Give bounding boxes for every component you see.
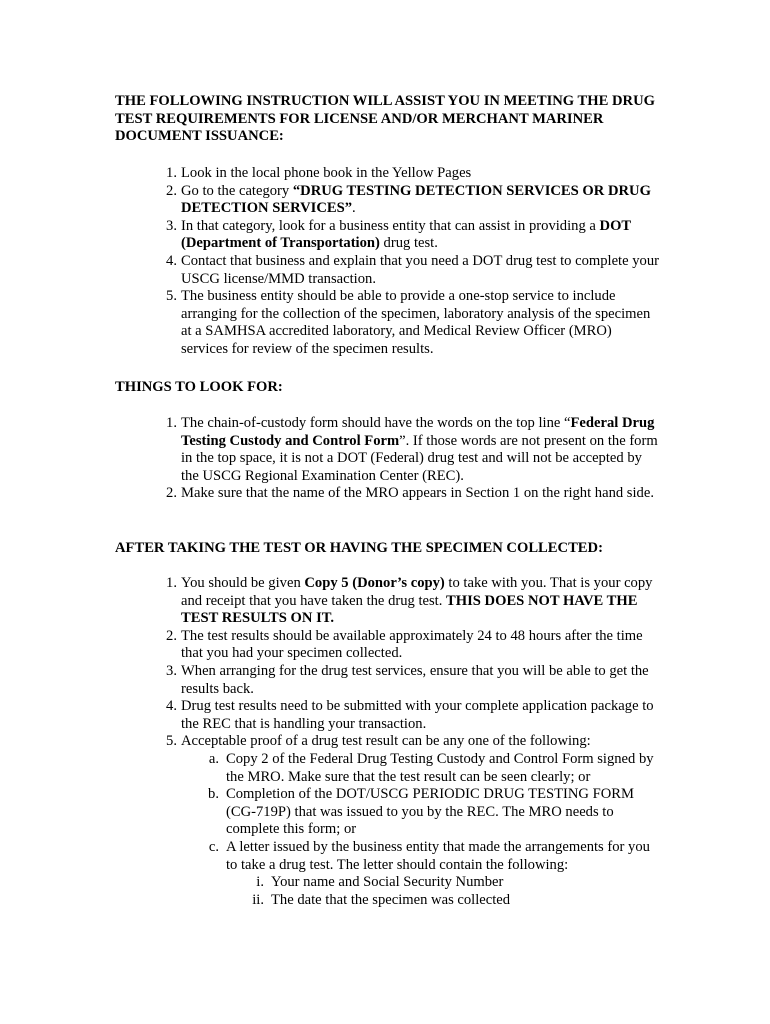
list-item <box>115 698 660 733</box>
item-number: 1. <box>166 415 177 431</box>
item-text: Drug test results need to be submitted with your complete application package to the REC that is handling your transaction. <box>181 698 654 732</box>
item-text: When arranging for the drug test services, ensure that you will be able to get the results back. <box>181 662 649 697</box>
item-text: Completion of the DOT/USCG PERIODIC DRUG TESTING FORM (CG-719P) that was issued to you by the REC. The MRO needs to complete this form; or <box>226 786 634 838</box>
list-item <box>115 663 660 698</box>
instructions-list <box>115 165 660 359</box>
page-heading: THE FOLLOWING INSTRUCTION WILL ASSIST YOU IN MEETING THE DRUG TEST REQUIREMENTS FOR LICENSE AND/OR MERCHANT MARINER DOCUMENT ISSUANCE: <box>115 93 655 145</box>
list-item <box>226 892 660 910</box>
item-text: Your name and Social Security Number <box>271 874 504 891</box>
item-text: drug test. <box>379 235 438 252</box>
list-item <box>181 839 660 909</box>
item-letter: c. <box>208 838 219 855</box>
item-text: The date that the specimen was collected <box>271 891 511 908</box>
item-letter: a. <box>208 750 219 767</box>
after-list <box>115 575 660 909</box>
item-text: Contact that business and explain that you need a DOT drug test to complete your USCG license/MMD transaction. <box>181 252 659 287</box>
item-number: 2. <box>166 182 177 199</box>
item-text: A letter issued by the business entity that made the arrangements for you to take a drug test. The letter should contain the following: <box>226 838 650 873</box>
item-bold-text: THIS DOES NOT HAVE THE TEST RESULTS ON IT. <box>181 592 638 627</box>
item-text: Go to the category <box>181 182 293 199</box>
list-item <box>115 165 660 183</box>
item-bold-text: “DRUG TESTING DETECTION SERVICES OR DRUG DETECTION SERVICES” <box>181 182 651 217</box>
item-number: 4. <box>166 252 177 269</box>
list-item <box>115 218 660 253</box>
things-list <box>115 415 660 503</box>
list-item <box>115 628 660 663</box>
list-item <box>115 288 660 358</box>
list-item <box>115 575 660 628</box>
list-item <box>115 733 660 909</box>
item-text: Copy 2 of the Federal Drug Testing Custody and Control Form signed by the MRO. Make sure that the test result can be seen clearly; or <box>226 750 654 785</box>
list-item <box>115 415 660 485</box>
item-number: 2. <box>166 627 177 644</box>
item-text: You should be given <box>181 575 305 591</box>
item-number: 1. <box>166 165 177 181</box>
item-number: 5. <box>166 288 177 305</box>
list-item <box>226 874 660 892</box>
letter-contents-list <box>226 874 660 909</box>
item-text: The business entity should be able to provide a one-stop service to include arranging for the collection of the specimen, laboratory analysis of the specimen at a SAMHSA accredited laboratory, and Medical Review Officer (MRO) services for review of the specimen results. <box>181 288 651 357</box>
item-number: 5. <box>166 733 177 750</box>
item-text: Make sure that the name of the MRO appears in Section 1 on the right hand side. <box>181 485 654 502</box>
list-item <box>115 485 660 503</box>
list-item <box>115 183 660 218</box>
item-letter: b. <box>208 786 219 803</box>
item-text: The chain-of-custody form should have the words on the top line “ <box>181 415 571 431</box>
list-item <box>115 253 660 288</box>
item-text: Look in the local phone book in the Yellow Pages <box>181 165 472 181</box>
item-text: to take with you. That is your copy and receipt that you have taken the drug test. <box>181 575 653 609</box>
proof-options-list <box>181 751 660 909</box>
item-bold-text: DOT (Department of Transportation) <box>181 217 631 252</box>
after-heading: AFTER TAKING THE TEST OR HAVING THE SPECIMEN COLLECTED: <box>115 540 603 556</box>
item-number: 2. <box>166 485 177 502</box>
item-number: 3. <box>166 217 177 234</box>
item-number: 3. <box>166 662 177 679</box>
item-text: In that category, look for a business entity that can assist in providing a <box>181 217 600 234</box>
list-item <box>181 786 660 839</box>
item-text: . <box>352 200 356 217</box>
things-heading: THINGS TO LOOK FOR: <box>115 379 283 395</box>
item-text: Acceptable proof of a drug test result can be any one of the following: <box>181 733 591 750</box>
item-number: 1. <box>166 575 177 591</box>
item-bold-text: Copy 5 (Donor’s copy) <box>304 575 445 591</box>
item-roman: i. <box>256 874 264 891</box>
item-roman: ii. <box>252 891 264 908</box>
item-text: ”. If those words are not present on the form in the top space, it is not a DOT (Federal) drug test and will not be accepted by the USCG Regional Examination Center (REC). <box>181 432 658 484</box>
item-bold-text: Federal Drug Testing Custody and Control Form <box>181 415 655 449</box>
item-text: The test results should be available approximately 24 to 48 hours after the time that you had your specimen collected. <box>181 627 643 662</box>
list-item <box>181 751 660 786</box>
item-number: 4. <box>166 698 177 715</box>
